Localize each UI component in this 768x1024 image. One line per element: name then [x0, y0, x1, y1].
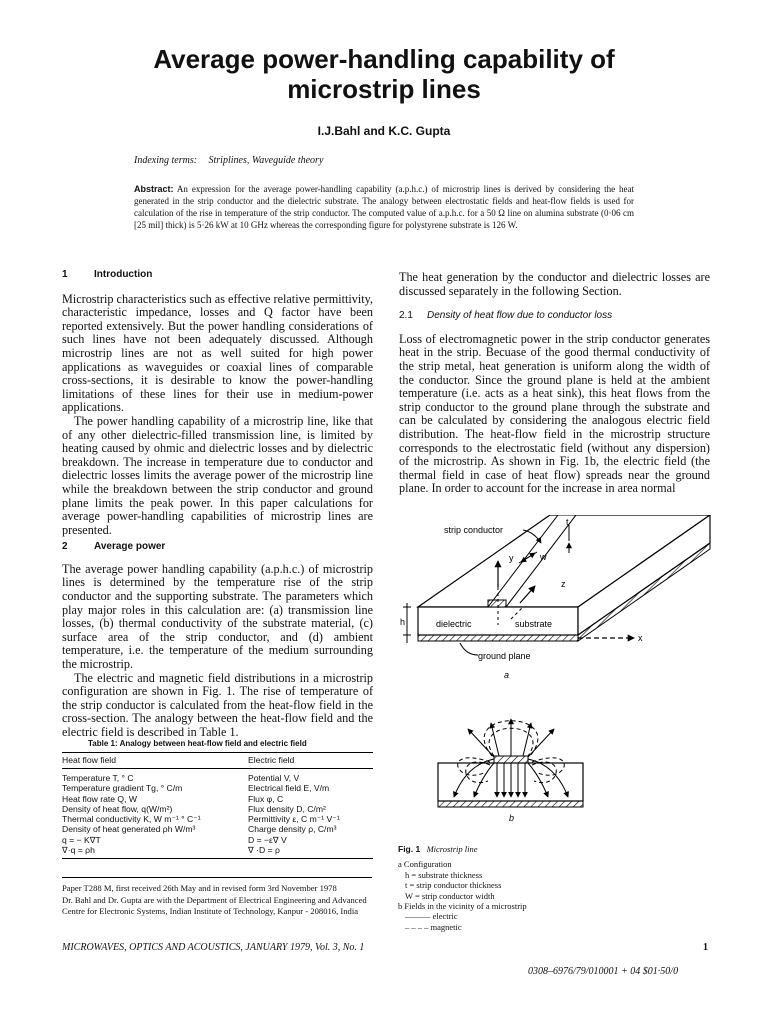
footnote-affiliation: Dr. Bahl and Dr. Gupta are with the Department of Electrical Engineering and Advanced Centre for Electronic Systems, Indian Institute of Technology, Kanpur - 208016, India — [62, 895, 367, 916]
table-row — [62, 835, 373, 845]
left-column — [62, 268, 373, 740]
label-strip-conductor: strip conductor — [444, 525, 504, 535]
table-row — [62, 794, 373, 804]
footnote-received: Paper T288 M, first received 26th May and in revised form 3rd November 1978 — [62, 883, 337, 893]
figure-part-a — [400, 515, 710, 680]
table-caption: Table 1: Analogy between heat-flow field and electric field — [88, 739, 307, 748]
label-substrate: substrate — [515, 619, 553, 629]
table-cell: ∇·q = ρh — [62, 845, 248, 859]
caption-line: h = substrate thickness — [405, 869, 483, 880]
conductor-loss-paragraph: Loss of electromagnetic power in the strip conductor generates heat in the strip. Becuase of the good thermal conductivity of the strip metal, heat generation is uniform along the width of the conductor. Since the ground plane is held at the ambient temperature (i.e. acts as a heat sink), this heat flows from the strip conductor to the ground plane through the substrate and can be calculated by considering the analogous electric field distribution. The heat-flow field in the microstrip structure corresponds to the electrostatic field (without any dispersion) of the microstrip. As shown in Fig. 1b, the electric field (the thermal field in case of heat flow) spreads near the ground plane. In order to account for the increase in area normal — [399, 331, 710, 496]
table-cell: D = −ε∇ V — [248, 834, 287, 845]
table-cell: Density of heat flow, q(W/m²) — [62, 803, 173, 814]
article-code: 0308–6976/79/010001 + 04 $01·50/0 — [528, 966, 679, 977]
electric-field-line — [523, 723, 531, 756]
table-cell: Temperature T, ° C — [62, 773, 134, 783]
section-2-title: Average power — [94, 541, 166, 553]
caption-line: ——— electric — [405, 911, 458, 922]
table-row — [62, 769, 373, 784]
title-line-2: microstrip lines — [287, 74, 481, 104]
table-cell: Heat flow rate Q, W — [62, 793, 137, 804]
label-ground-plane: ground plane — [478, 651, 531, 661]
page-number: 1 — [703, 942, 708, 953]
table-cell: Flux density D, C/m² — [248, 803, 326, 814]
table-cell: Electrical field E, V/m — [248, 783, 330, 794]
ground-plane-pointer — [460, 643, 478, 655]
intro-paragraph-1: Microstrip characteristics such as effective relative permittivity, characteristic impedance, losses and Q factor have been reported extensively. But the power handling considerations of such lines have not been adequately discussed. Although microstrip lines are not as well suited for high power applications as waveguides or coaxial lines of comparable cross-sections, it is desirable to know the power-handling limitations of these lines for their use in medium-power applications. — [62, 291, 373, 415]
abstract — [134, 183, 634, 231]
authors: I.J.Bahl and K.C. Gupta — [317, 124, 451, 138]
table-header-electric: Electric field — [248, 753, 373, 769]
caption-line: t = strip conductor thickness — [405, 880, 502, 891]
label-t: t — [566, 517, 569, 527]
table-cell: Charge density ρ, C/m³ — [248, 824, 337, 835]
figure-part-b — [438, 719, 583, 823]
ground-plane-front — [418, 635, 578, 641]
figure-caption-heading — [398, 844, 527, 854]
abstract-label: Abstract: — [134, 184, 174, 194]
microstrip-figure — [398, 515, 718, 840]
label-z: z — [561, 579, 566, 589]
section-2-1-title: Density of heat flow due to conductor loss — [427, 310, 613, 322]
label-part-b: b — [509, 813, 515, 823]
table-row — [62, 814, 373, 824]
average-power-paragraph-2: The electric and magnetic field distributions in a microstrip configuration are shown in Fig. 1. The rise of temperature of the strip conductor is calculated from the heat-flow field in the cross-section. The analogy between the heat-flow field and the electric field is described in Table 1. — [62, 670, 373, 739]
table-cell: q = − K∇T — [62, 834, 101, 845]
section-2-1-heading — [399, 309, 710, 323]
label-h: h — [400, 617, 406, 627]
average-power-paragraph-1: The average power handling capability (a.p.h.c.) of microstrip lines is determined by the temperature rise of the strip conductor and the supporting substrate. The parameters which play major roles in this calculation are: (a) transmission line losses, (b) thermal conductivity of the substrate material, (c) surface area of the strip conductor, and (d) ambient temperature, i.e. the temperature of the medium surrounding the microstrip. — [62, 561, 373, 672]
footnote-rule — [62, 877, 372, 878]
section-2-heading — [62, 540, 373, 554]
title-line-1: Average power-handling capability of — [153, 44, 615, 74]
table-cell: Density of heat generated ρh W/m³ — [62, 824, 196, 835]
label-y: y — [509, 553, 514, 563]
substrate-side-face — [578, 515, 710, 635]
table-header-row — [62, 753, 373, 769]
table-header-heat: Heat flow field — [62, 753, 248, 769]
label-part-a: a — [504, 670, 510, 680]
electric-field-line — [491, 723, 499, 756]
indexing-label: Indexing terms: — [134, 155, 198, 166]
cross-section-strip — [494, 756, 528, 763]
caption-line: W = strip conductor width — [405, 890, 495, 901]
figure-number: Fig. 1 — [398, 844, 421, 854]
table-row — [62, 845, 373, 859]
figure-title: Microstrip line — [426, 844, 478, 854]
table-cell: ∇ ·D = ρ — [248, 845, 373, 859]
strip-conductor-front — [488, 600, 506, 607]
indexing-values: Striplines, Waveguide theory — [208, 155, 324, 166]
table-cell: Temperature gradient Tg, ° C/m — [62, 783, 183, 794]
indexing-terms — [134, 155, 323, 166]
intro-paragraph-2: The power handling capability of a microstrip line, like that of any other dielectric-filled transmission line, is limited by heating caused by ohmic and dielectric losses and by dielectric breakdown. The increase in temperature due to conductor and dielectric losses limits the average power of the microstrip line while the breakdown between the strip conductor and ground plane limits the peak power. In this paper calculations for average power-handling capabilities of microstrip lines are presented. — [62, 413, 373, 537]
ground-plane-side — [578, 543, 710, 641]
section-1-heading — [62, 268, 373, 282]
heat-generation-paragraph: The heat generation by the conductor and dielectric losses are discussed separately in the following Section. — [399, 270, 710, 298]
abstract-text: An expression for the average power-handling capability (a.p.h.c.) of microstrip lines is derived by considering the heat generated in the strip conductor and the dielectric substrate. The analogy between electrostatic fields and heat-flow fields is used for calculation of the rise in temperature of the strip conductor. The computed value of a.p.h.c. for a 50 Ω line on alumina substrate (0·06 cm [25 mil] thick) is 5·26 kW at 10 GHz whereas the corresponding figure for polystyrene substrate is 126 W. — [134, 184, 634, 230]
label-x: x — [638, 633, 643, 643]
z-axis-arrow — [520, 586, 535, 603]
figure-caption — [398, 844, 527, 932]
table-row — [62, 783, 373, 793]
table-cell: Potential V, V — [248, 773, 300, 783]
table-row — [62, 824, 373, 834]
caption-line: a Configuration — [398, 859, 452, 870]
cross-section-ground-plane — [438, 801, 583, 807]
table-cell: Flux φ, C — [248, 793, 284, 804]
section-2-number: 2 — [62, 541, 68, 553]
label-w: w — [540, 552, 547, 562]
section-1-title: Introduction — [94, 269, 153, 280]
label-dielectric: dielectric — [436, 619, 472, 629]
analogy-table — [62, 752, 373, 859]
caption-line: b Fields in the vicinity of a microstrip — [398, 901, 527, 912]
journal-footer: MICROWAVES, OPTICS AND ACOUSTICS, JANUARY 1979, Vol. 3, No. 1 — [62, 942, 365, 953]
section-2-1-number: 2.1 — [399, 310, 413, 322]
table-cell: Thermal conductivity K, W m⁻¹ ° C⁻¹ — [62, 814, 201, 825]
right-column — [399, 271, 710, 496]
table-cell: Permittivity ε, C m⁻¹ V⁻¹ — [248, 814, 340, 825]
paper-title — [0, 44, 768, 104]
footnote — [62, 883, 372, 918]
table-row — [62, 804, 373, 814]
section-1-number: 1 — [62, 269, 68, 280]
caption-line: – – – – magnetic — [405, 921, 462, 932]
